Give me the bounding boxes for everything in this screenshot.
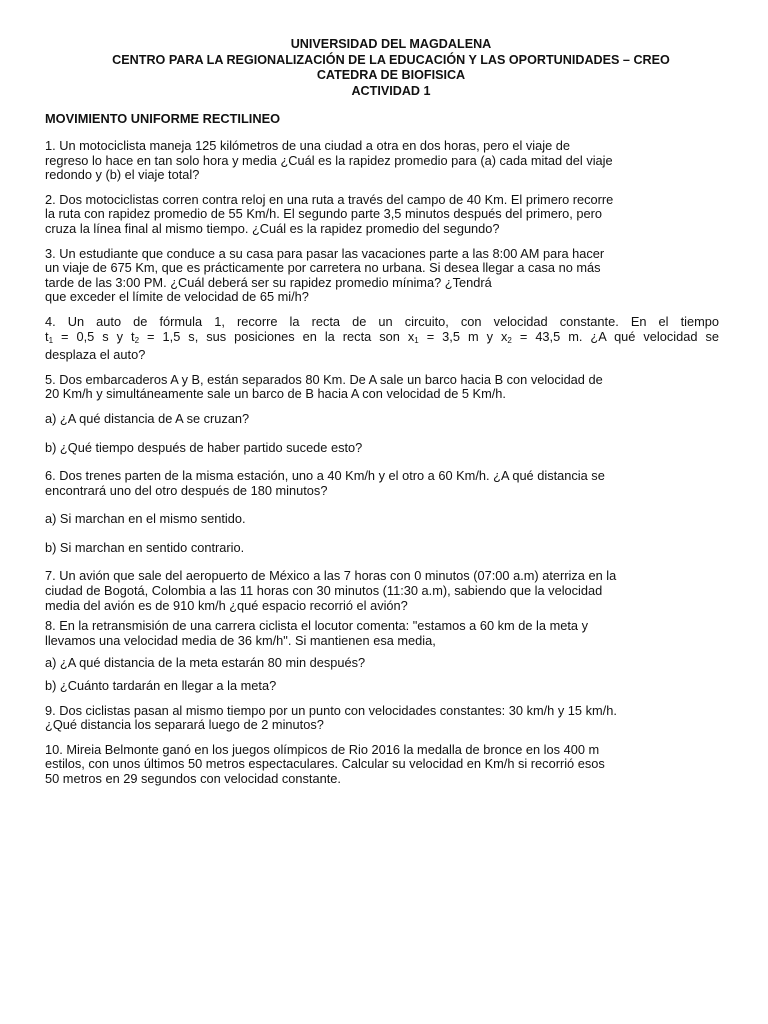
text-line: estilos, con unos últimos 50 metros espectaculares. Calcular su velocidad en Km/h si recorrió esos — [45, 756, 605, 772]
x2-value: = 43,5 m. ¿A qué velocidad se — [511, 328, 719, 344]
text-line — [45, 330, 719, 349]
text-line: b) ¿Cuánto tardarán en llegar a la meta? — [45, 678, 277, 694]
problem-9 — [45, 704, 719, 733]
problem-4 — [45, 315, 719, 363]
text-line: 1. Un motociclista maneja 125 kilómetros de una ciudad a otra en dos horas, pero el viaje de — [45, 138, 570, 153]
text-line: 2. Dos motociclistas corren contra reloj en una ruta a través del campo de 40 Km. El primero recorre — [45, 191, 614, 207]
text-line: 50 metros en 29 segundos con velocidad constante. — [45, 771, 341, 786]
text-line: a) ¿A qué distancia de la meta estarán 80 min después? — [45, 655, 366, 671]
text-line: que exceder el límite de velocidad de 65 mi/h? — [45, 289, 309, 305]
problem-8b — [45, 679, 719, 694]
t1-symbol: t — [45, 328, 49, 344]
course-name: CATEDRA DE BIOFISICA — [316, 68, 466, 82]
text-line: media del avión es de 910 km/h ¿qué espacio recorrió el avión? — [45, 597, 408, 613]
text-line: ¿Qué distancia los separará luego de 2 minutos? — [45, 717, 324, 733]
text-line: b) Si marchan en sentido contrario. — [45, 539, 245, 555]
t1-subscript: 1 — [48, 335, 54, 345]
problem-8a — [45, 656, 719, 671]
text-line: redondo y (b) el viaje total? — [45, 167, 200, 183]
text-line: tarde de las 3:00 PM. ¿Cuál deberá ser su rapidez promedio mínima? ¿Tendrá — [45, 274, 492, 290]
text-line: 4. Un auto de fórmula 1, recorre la recta de un circuito, con velocidad constante. En el tiempo — [45, 313, 719, 329]
text-line: 7. Un avión que sale del aeropuerto de México a las 7 horas con 0 minutos (07:00 a.m) aterriza en la — [45, 568, 617, 584]
text-line: 9. Dos ciclistas pasan al mismo tiempo por un punto con velocidades constantes: 30 km/h y 15 km/h. — [45, 702, 617, 718]
problem-1 — [45, 139, 719, 183]
text-line: regreso lo hace en tan solo hora y media ¿Cuál es la rapidez promedio para (a) cada mitad del viaje — [45, 152, 613, 168]
center-name: CENTRO PARA LA REGIONALIZACIÓN DE LA EDUCACIÓN Y LAS OPORTUNIDADES – CREO — [112, 52, 670, 67]
problem-6 — [45, 469, 719, 498]
activity-title: ACTIVIDAD 1 — [351, 83, 431, 98]
text-line: la ruta con rapidez promedio de 55 Km/h. El segundo parte 3,5 minutos después del primero, pero — [45, 206, 602, 222]
problem-5a — [45, 412, 719, 427]
problem-6b — [45, 541, 719, 556]
problem-5b — [45, 441, 719, 456]
x2-subscript: 2 — [507, 335, 512, 345]
t1-value: = 0,5 s y t — [53, 328, 135, 344]
x1-subscript: 1 — [414, 335, 419, 345]
university-name: UNIVERSIDAD DEL MAGDALENA — [290, 37, 492, 51]
text-line: ciudad de Bogotá, Colombia a las 11 horas con 30 minutos (11:30 a.m), sabiendo que la velocidad — [45, 583, 603, 599]
problem-5 — [45, 373, 719, 402]
x1-value: = 3,5 m y x — [418, 328, 508, 344]
text-line: llevamos una velocidad media de 36 km/h". Si mantienen esa media, — [45, 632, 436, 648]
text-line: 8. En la retransmisión de una carrera ciclista el locutor comenta: "estamos a 60 km de la meta y — [45, 618, 588, 634]
text-line: 5. Dos embarcaderos A y B, están separados 80 Km. De A sale un barco hacia B con velocidad de — [45, 371, 603, 387]
text-line: desplaza el auto? — [45, 347, 146, 363]
problem-7 — [45, 569, 719, 613]
text-line: cruza la línea final al mismo tiempo. ¿Cuál es la rapidez promedio del segundo? — [45, 220, 500, 236]
text-line: b) ¿Qué tiempo después de haber partido sucede esto? — [45, 439, 363, 455]
text-line: 3. Un estudiante que conduce a su casa para pasar las vacaciones parte a las 8:00 AM para hacer — [45, 245, 605, 261]
problem-10 — [45, 743, 719, 787]
problem-3 — [45, 247, 719, 305]
text-line: 10. Mireia Belmonte ganó en los juegos olímpicos de Rio 2016 la medalla de bronce en los 400 m — [45, 741, 600, 757]
t2-subscript: 2 — [134, 335, 140, 345]
problem-6a — [45, 512, 719, 527]
document-header — [45, 37, 737, 99]
text-line: 6. Dos trenes parten de la misma estación, uno a 40 Km/h y el otro a 60 Km/h. ¿A qué distancia se — [45, 468, 605, 484]
section-title: MOVIMIENTO UNIFORME RECTILINEO — [45, 111, 281, 126]
text-line: a) ¿A qué distancia de A se cruzan? — [45, 410, 250, 426]
text-line: encontrará uno del otro después de 180 minutos? — [45, 482, 328, 498]
problem-8 — [45, 619, 719, 648]
t2-value: = 1,5 s, sus posiciones en la recta son x — [139, 328, 415, 344]
text-line: a) Si marchan en el mismo sentido. — [45, 511, 246, 527]
problem-2 — [45, 193, 719, 237]
text-line: 20 Km/h y simultáneamente sale un barco de B hacia A con velocidad de 5 Km/h. — [45, 386, 506, 402]
text-line: un viaje de 675 Km, que es prácticamente por carretera no urbana. Si desea llegar a casa no más — [45, 260, 601, 276]
